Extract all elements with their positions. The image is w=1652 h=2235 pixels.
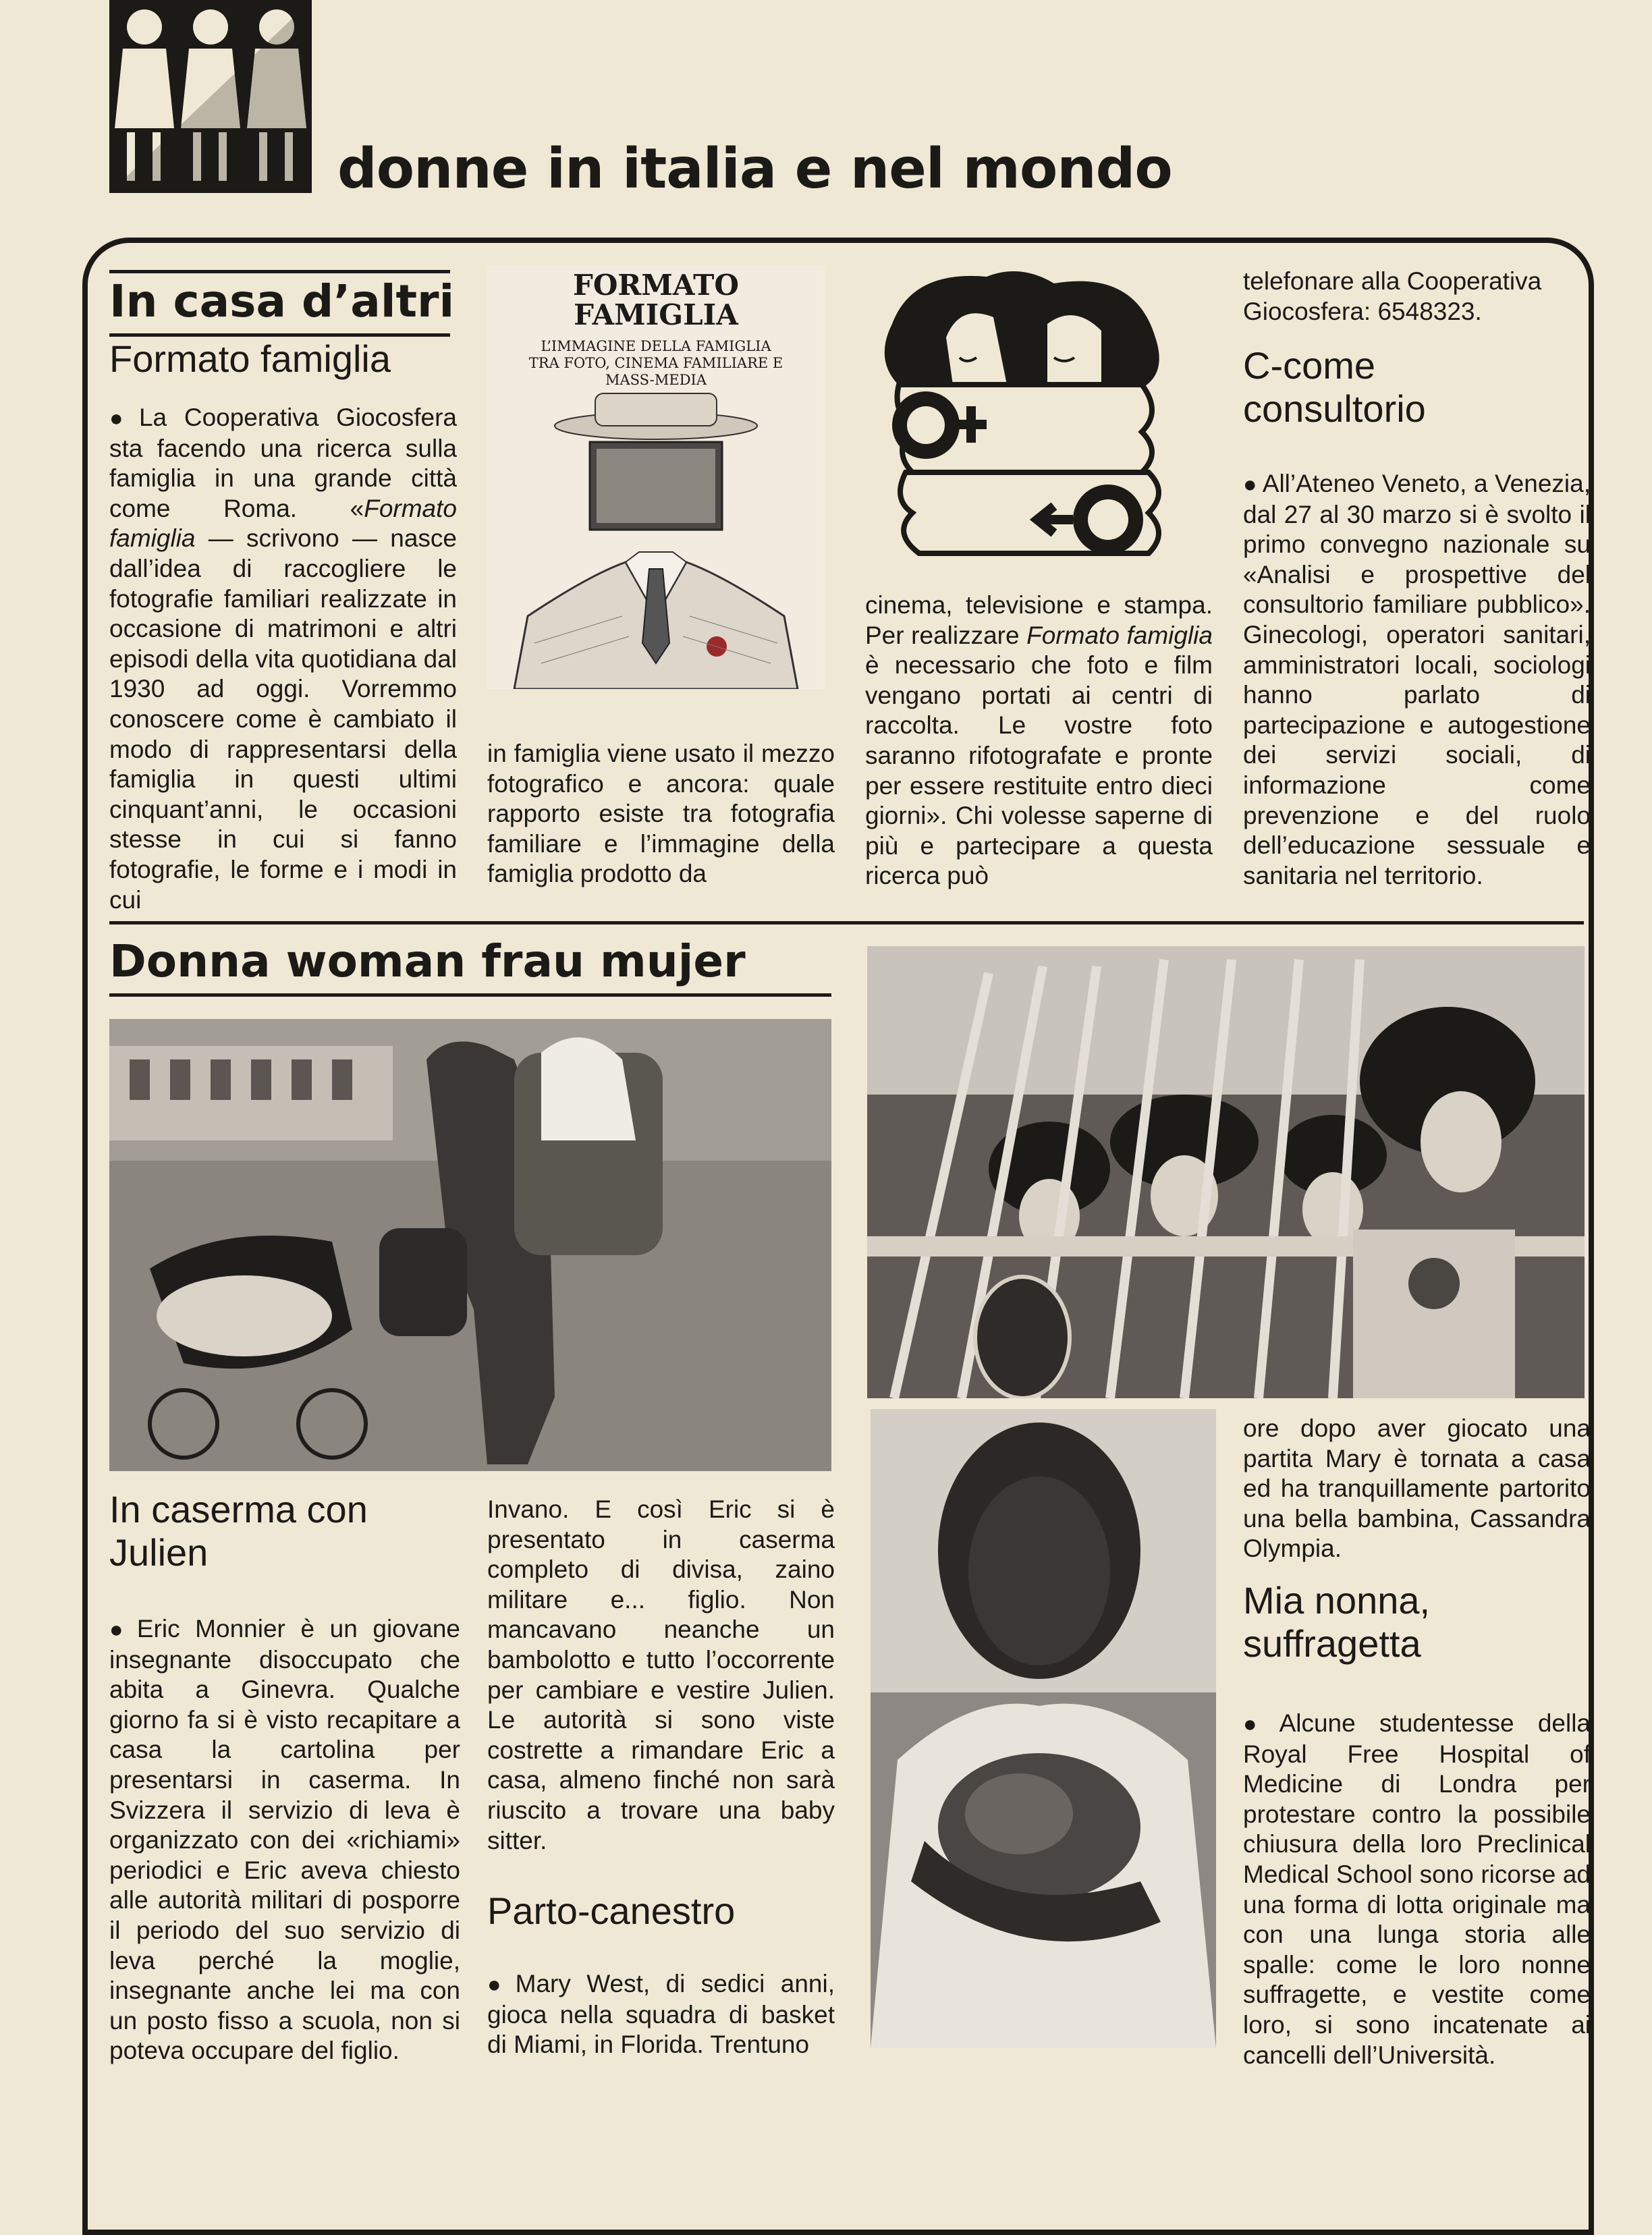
- article-body: ● Mary West, di sedici anni, gioca nella squadra di basket di Miami, in Florida. Trentuno: [487, 1970, 835, 2059]
- article-subheading: [109, 1488, 368, 1574]
- young-mother-with-newborn-photo: [871, 1409, 1216, 2048]
- poster-title: FORMATO: [573, 269, 739, 302]
- poster-title: FAMIGLIA: [574, 298, 738, 331]
- divider: [109, 993, 831, 997]
- three-women-figures-icon: [109, 0, 312, 193]
- article-body: ore dopo aver giocato una partita Mary è tornata a casa ed ha tranquillamente partorito una bella bambina, Cassandra Olympia.: [1243, 1414, 1591, 1563]
- subheading-line: Julien: [109, 1531, 209, 1574]
- article-subheading: [1243, 1579, 1430, 1665]
- subheading-line: C-come: [1243, 344, 1376, 387]
- subheading-line: suffragetta: [1243, 1622, 1421, 1665]
- article-subheading: Parto-canestro: [487, 1889, 736, 1932]
- article-body: ● Alcune studentesse della Royal Free Hospital of Medicine di Londra per protestare contro la possibile chiusura della loro Preclinical Medical School sono ricorse ad una forma di lotta originale ma con una lunga storia alle spalle: come le loro nonne suffragette, e vestite come loro, si sono incatenate ai cancelli dell’Università.: [1243, 1709, 1591, 2069]
- subheading-line: consultorio: [1243, 387, 1426, 430]
- article-body: ● La Cooperativa Giocosfera sta facendo una ricerca sulla famiglia in una grande città come Roma. «Formato famiglia — scrivono — nasce dall’idea di raccogliere le fotografie familiari realizzate in occasione di matrimoni e altri episodi della vita quotidiana dal 1930 ad oggi. Vorremmo conoscere come è cambiato il modo di rappresentarsi della famiglia in questi ultimi cinquant’anni, le occasioni stesse in cui si fanno fotografie, le forme e i modi in cui: [109, 404, 457, 914]
- article-body: ● All’Ateneo Veneto, a Venezia, dal 27 al 30 marzo si è svolto il primo convegno nazionale su «Analisi e prospettive del consultorio familiare pubblico». Ginecologi, operatori sanitari, amministratori locali, sociologi hanno parlato di partecipazione e autogestione dei servizi sociali, di informazione come prevenzione e del ruolo dell’educazione sessuale e sanitaria nel territorio.: [1243, 470, 1591, 889]
- article-body: telefonare alla Cooperativa Giocosfera: 6548323.: [1243, 267, 1542, 325]
- women-chained-to-gate-photo: [867, 946, 1585, 1398]
- article-body: ● Eric Monnier è un giovane insegnante disoccupato che abita a Ginevra. Qualche giorno fa si è visto recapitare a casa la cartolina per presentarsi in caserma. In Svizzera il servizio di leva è organizzato con dei «richiami» periodici e Eric aveva chiesto alle autorità militari di posporre il periodo del suo servizio di leva perché la moglie, insegnante anche lei ma con un posto fisso a scuola, non si poteva occupare del figlio.: [109, 1615, 460, 2065]
- article-heading: In casa d’altri: [109, 275, 455, 327]
- soldier-with-pram-photo: [109, 1019, 831, 1471]
- article-body: Invano. E così Eric si è presentato in caserma completo di divisa, zaino militare e... figlio. Non mancavano neanche un bambolotto e tutto l’occorrente per cambiare e vestire Julien. Le autorità si sono viste costrette a rimandare Eric a casa, almeno finché non sarà riuscito a trovare una baby sitter.: [487, 1495, 835, 1854]
- divider: [109, 921, 1584, 925]
- subheading-line: Mia nonna,: [1243, 1579, 1431, 1622]
- divider: [109, 333, 450, 337]
- subheading-line: In caserma con: [109, 1488, 368, 1530]
- section-title: donne in italia e nel mondo: [337, 137, 1172, 201]
- book-cover-poster: [487, 265, 825, 689]
- suit-man-drawing: [487, 265, 825, 689]
- poster-subtitle: TRA FOTO, CINEMA FAMILIARE E: [528, 355, 783, 371]
- divider: [109, 270, 450, 273]
- article-subheading: Formato famiglia: [109, 337, 391, 380]
- article-subheading: [1243, 344, 1426, 431]
- article-body: in famiglia viene usato il mezzo fotografico e ancora: quale rapporto esiste tra fotografia familiare e l’immagine della famiglia prodotto da: [487, 740, 835, 888]
- article-body: cinema, televisione e stampa. Per realizzare Formato famiglia è necessario che foto e film vengano portati ai centri di raccolta. Le vostre foto saranno rifotografate e pronte per essere restituite entro dieci giorni». Chi volesse saperne di più e partecipare a questa ricerca può: [865, 591, 1213, 890]
- poster-subtitle: MASS-MEDIA: [605, 372, 707, 388]
- poster-subtitle: L’IMMAGINE DELLA FAMIGLIA: [541, 338, 771, 354]
- article-heading: Donna woman frau mujer: [109, 935, 746, 987]
- couple-gender-symbols-illustration: [852, 263, 1189, 574]
